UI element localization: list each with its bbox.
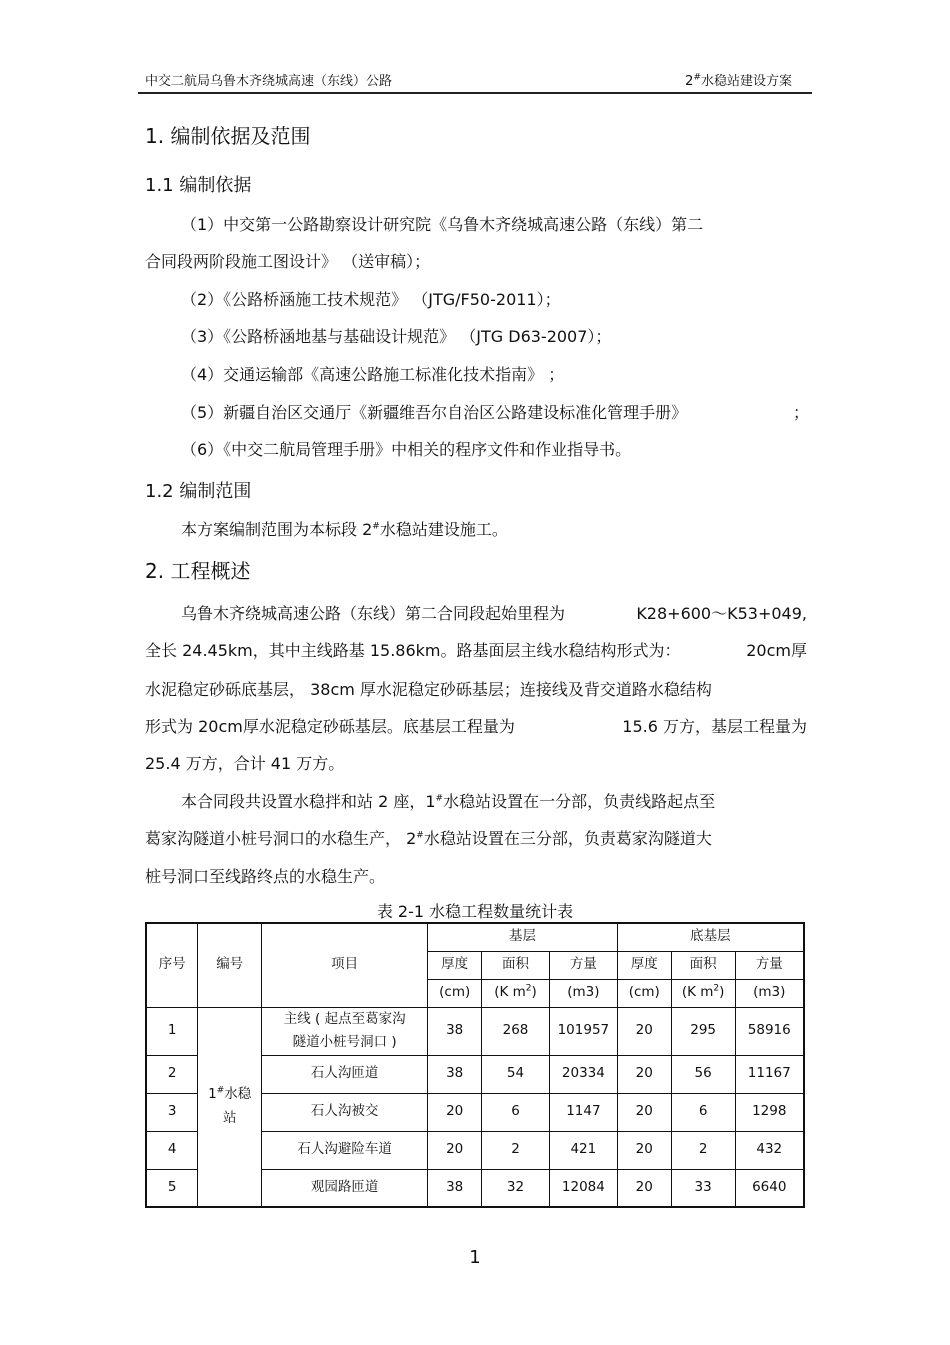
basis-item-3: （3）《公路桥涵地基与基础设计规范》 （JTG D63-2007）； — [181, 327, 612, 346]
section-2-heading: 2. 工程概述 — [145, 559, 251, 583]
unit-cm: (cm) — [617, 979, 671, 1007]
page-number: 1 — [469, 1247, 481, 1268]
cell-base-area: 54 — [482, 1055, 550, 1093]
basis-item-2: （2）《公路桥涵施工技术规范》 （JTG/F50-2011）； — [181, 290, 561, 309]
quantity-table — [145, 922, 805, 1208]
overview-line-5: 25.4 万方，合计 41 万方。 — [145, 754, 345, 773]
cell-subbase-volume: 6640 — [735, 1169, 804, 1207]
basis-item-1: （1）中交第一公路勘察设计研究院《乌鲁木齐绕城高速公路（东线）第二 — [181, 215, 704, 234]
overview-line-3: 水泥稳定砂砾底基层， 38cm 厚水泥稳定砂砾基层；连接线及背交道路水稳结构 — [145, 680, 712, 699]
overview-p2-line-2: 葛家沟隧道小桩号洞口的水稳生产， 2#水稳站设置在三分部，负责葛家沟隧道大 — [145, 829, 712, 848]
group-header-base: 基层 — [428, 923, 618, 951]
cell-base-thickness: 20 — [428, 1131, 482, 1169]
cell-seq: 2 — [146, 1055, 198, 1093]
cell-subbase-volume: 432 — [735, 1131, 804, 1169]
cell-subbase-thickness: 20 — [617, 1007, 671, 1055]
cell-seq: 3 — [146, 1093, 198, 1131]
cell-subbase-area: 295 — [671, 1007, 735, 1055]
cell-subbase-thickness: 20 — [617, 1131, 671, 1169]
cell-base-thickness: 20 — [428, 1093, 482, 1131]
cell-base-volume: 101957 — [549, 1007, 617, 1055]
cell-subbase-volume: 11167 — [735, 1055, 804, 1093]
cell-item: 观园路匝道 — [262, 1169, 428, 1207]
cell-base-thickness: 38 — [428, 1169, 482, 1207]
overview-p2-line-1: 本合同段共设置水稳拌和站 2 座，1#水稳站设置在一分部，负责线路起点至 — [181, 792, 716, 811]
sub-header-volume: 方量 — [549, 951, 617, 979]
col-header-code: 编号 — [198, 923, 262, 1007]
overview-line-2: 全长 24.45km，其中主线路基 15.86km。路基面层主线水稳结构形式为： 20cm厚 — [145, 641, 807, 660]
cell-base-thickness: 38 — [428, 1007, 482, 1055]
cell-seq: 1 — [146, 1007, 198, 1055]
cell-subbase-area: 56 — [671, 1055, 735, 1093]
group-header-subbase: 底基层 — [617, 923, 804, 951]
cell-base-volume: 20334 — [549, 1055, 617, 1093]
table-header-row — [146, 923, 804, 951]
unit-m3: (m3) — [735, 979, 804, 1007]
running-header-doc-name: 2#水稳站建设方案 — [685, 72, 792, 89]
cell-item: 石人沟避险车道 — [262, 1131, 428, 1169]
cell-subbase-thickness: 20 — [617, 1169, 671, 1207]
cell-base-volume: 421 — [549, 1131, 617, 1169]
basis-item-6: （6）《中交二航局管理手册》中相关的程序文件和作业指导书。 — [181, 440, 632, 459]
cell-base-area: 32 — [482, 1169, 550, 1207]
basis-item-1-cont: 合同段两阶段施工图设计》 （送审稿）； — [145, 252, 431, 271]
cell-base-volume: 12084 — [549, 1169, 617, 1207]
cell-item: 石人沟被交 — [262, 1093, 428, 1131]
basis-item-4: （4）交通运输部《高速公路施工标准化技术指南》 ； — [181, 365, 565, 384]
unit-area: (K $m^2$) — [671, 979, 735, 1007]
col-header-seq: 序号 — [146, 923, 198, 1007]
cell-subbase-volume: 58916 — [735, 1007, 804, 1055]
cell-subbase-area: 2 — [671, 1131, 735, 1169]
table-caption: 表 2-1 水稳工程数量统计表 — [376, 902, 574, 921]
sub-header-thickness: 厚度 — [428, 951, 482, 979]
sub-header-thickness: 厚度 — [617, 951, 671, 979]
cell-base-area: 2 — [482, 1131, 550, 1169]
overview-p2-line-3: 桩号洞口至线路终点的水稳生产。 — [145, 867, 386, 886]
header-rule — [138, 92, 812, 94]
cell-seq: 5 — [146, 1169, 198, 1207]
unit-area: (K $m^2$) — [482, 979, 550, 1007]
unit-cm: (cm) — [428, 979, 482, 1007]
cell-subbase-area: 33 — [671, 1169, 735, 1207]
sub-header-area: 面积 — [671, 951, 735, 979]
cell-item: 石人沟匝道 — [262, 1055, 428, 1093]
overview-line-1: 乌鲁木齐绕城高速公路（东线）第二合同段起始里程为 K28+600～K53+049, — [181, 604, 807, 623]
sub-header-area: 面积 — [482, 951, 550, 979]
cell-base-area: 6 — [482, 1093, 550, 1131]
basis-item-5-end: ； — [793, 403, 810, 422]
scope-text: 本方案编制范围为本标段 2#水稳站建设施工。 — [181, 520, 508, 539]
sub-header-volume: 方量 — [735, 951, 804, 979]
section-1-2-heading: 1.2 编制范围 — [145, 481, 252, 502]
cell-station-code: 1#水稳 站 — [198, 1007, 262, 1207]
cell-subbase-area: 6 — [671, 1093, 735, 1131]
table-row — [146, 1007, 804, 1055]
cell-seq: 4 — [146, 1131, 198, 1169]
cell-subbase-thickness: 20 — [617, 1055, 671, 1093]
section-1-1-heading: 1.1 编制依据 — [145, 175, 252, 196]
unit-m3: (m3) — [549, 979, 617, 1007]
cell-item: 主线 ( 起点至葛家沟 隧道小桩号洞口 ) — [262, 1007, 428, 1055]
running-header-title: 中交二航局乌鲁木齐绕城高速（东线）公路 — [145, 74, 393, 89]
col-header-item: 项目 — [262, 923, 428, 1007]
cell-base-volume: 1147 — [549, 1093, 617, 1131]
cell-subbase-thickness: 20 — [617, 1093, 671, 1131]
cell-subbase-volume: 1298 — [735, 1093, 804, 1131]
cell-base-thickness: 38 — [428, 1055, 482, 1093]
basis-item-5: （5）新疆自治区交通厅《新疆维吾尔自治区公路建设标准化管理手册》 — [181, 403, 688, 422]
overview-line-4: 形式为 20cm厚水泥稳定砂砾基层。底基层工程量为 15.6 万方，基层工程量为 — [145, 717, 807, 736]
section-1-heading: 1. 编制依据及范围 — [145, 124, 311, 148]
cell-base-area: 268 — [482, 1007, 550, 1055]
